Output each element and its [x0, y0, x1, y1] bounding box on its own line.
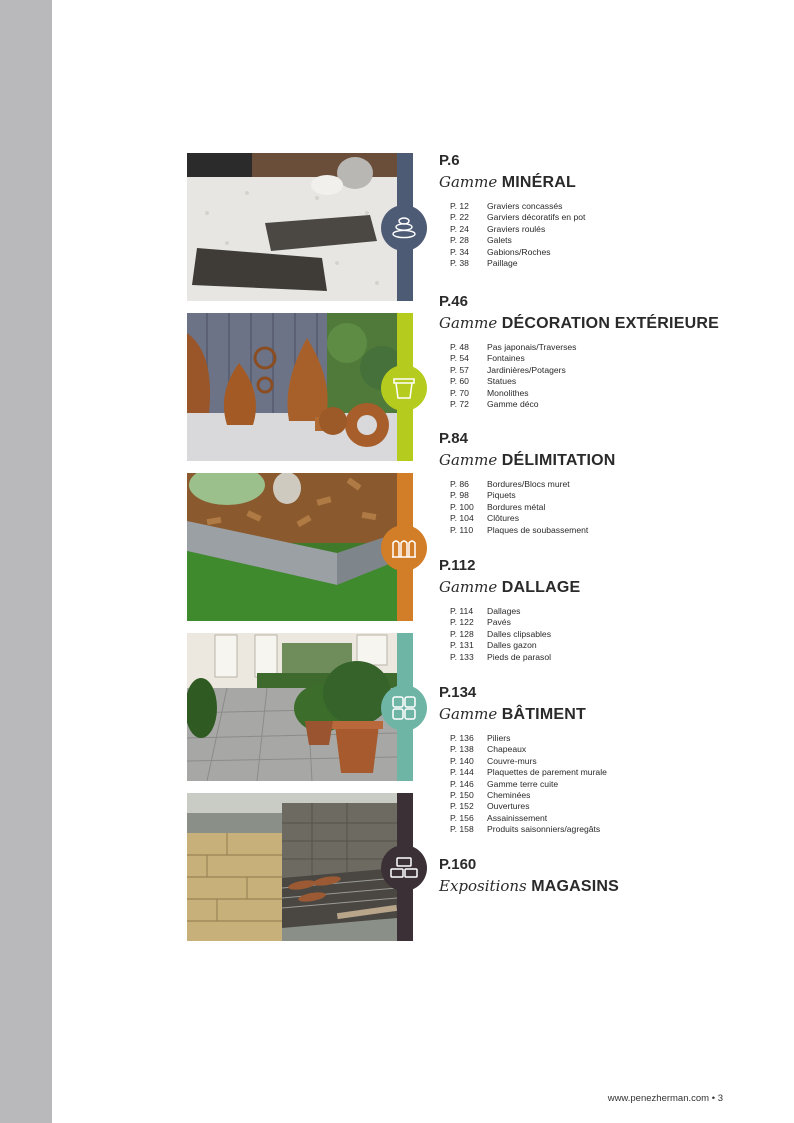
toc-item-page: P. 156 — [450, 812, 474, 823]
stacked-stones-icon — [389, 213, 419, 243]
section-items — [439, 201, 779, 269]
section-page-ref: P.6 — [439, 152, 460, 169]
flower-pot-icon — [389, 373, 419, 403]
building-blocks-icon — [389, 853, 419, 883]
section-mineral — [439, 152, 779, 269]
section-items — [439, 479, 779, 536]
toc-item-page: P. 136 — [450, 733, 474, 743]
toc-item-label: Gamme déco — [487, 398, 539, 409]
toc-item-page: P. 128 — [450, 628, 474, 639]
section-title — [439, 577, 779, 598]
toc-item-page: P. 122 — [450, 617, 474, 628]
section-dallage — [439, 557, 779, 663]
section-prefix: Gamme — [439, 451, 498, 469]
toc-item-page: P. 144 — [450, 767, 474, 778]
toc-item — [439, 353, 779, 364]
toc-item — [439, 652, 779, 663]
toc-item — [439, 212, 779, 223]
toc-item — [439, 342, 779, 353]
toc-item-label: Pieds de parasol — [487, 651, 552, 662]
toc-item — [439, 813, 779, 824]
toc-item-page: P. 28 — [450, 235, 469, 246]
toc-item-label: Plaquettes de parement murale — [487, 767, 607, 778]
section-prefix: Gamme — [439, 705, 498, 723]
section-title — [439, 313, 779, 334]
toc-item-label: Monolithes — [487, 387, 529, 398]
toc-item-label: Pavés — [487, 617, 511, 628]
section-items — [439, 342, 779, 410]
section-name: DÉLIMITATION — [501, 452, 616, 469]
page-edge-band — [0, 0, 52, 1123]
section-name: DALLAGE — [501, 579, 581, 596]
section-prefix: Expositions — [439, 877, 527, 895]
section-items — [439, 606, 779, 663]
section-name: BÂTIMENT — [501, 706, 586, 723]
toc-item-page: P. 140 — [450, 755, 474, 766]
section-title — [439, 450, 779, 471]
toc-item-label: Paillage — [487, 257, 518, 268]
section-prefix: Gamme — [439, 578, 498, 596]
toc-item-label: Couvre-murs — [487, 755, 537, 766]
toc-item-page: P. 146 — [450, 778, 474, 789]
toc-item-label: Statues — [487, 376, 517, 387]
toc-item-page: P. 98 — [450, 490, 469, 501]
toc-item-label: Piquets — [487, 490, 516, 501]
toc-item-page: P. 57 — [450, 364, 469, 375]
toc-item-page: P. 133 — [450, 651, 474, 662]
section-page-ref: P.112 — [439, 557, 476, 574]
toc-item — [439, 790, 779, 801]
section-prefix: Gamme — [439, 314, 498, 332]
toc-item — [439, 629, 779, 640]
section-title — [439, 876, 779, 897]
photo-dallage — [187, 633, 397, 781]
toc-item-label: Dalles clipsables — [487, 628, 552, 639]
toc-item-page: P. 131 — [450, 640, 474, 651]
toc-item-label: Graviers roulés — [487, 223, 546, 234]
mineral-icon-badge — [381, 205, 427, 251]
toc-item — [439, 490, 779, 501]
section-title — [439, 172, 779, 193]
footer-separator: • — [711, 1093, 716, 1104]
magasins-icon-badge — [381, 845, 427, 891]
section-magasins — [439, 856, 779, 897]
toc-item-page: P. 72 — [450, 398, 469, 409]
toc-item-label: Gamme terre cuite — [487, 778, 559, 789]
toc-item-page: P. 48 — [450, 342, 469, 352]
website-url[interactable]: www.penezherman.com — [607, 1093, 710, 1104]
photo-mineral — [187, 153, 397, 301]
toc-item — [439, 779, 779, 790]
toc-item — [439, 617, 779, 628]
toc-item-label: Produits saisonniers/agregâts — [487, 824, 601, 835]
toc-item-label: Fontaines — [487, 353, 525, 364]
toc-item-page: P. 114 — [450, 606, 474, 616]
toc-item-label: Dallages — [487, 606, 521, 616]
toc-item-page: P. 38 — [450, 257, 469, 268]
toc-item-label: Piliers — [487, 733, 511, 743]
page-number: 3 — [717, 1093, 723, 1104]
toc-item-label: Chapeaux — [487, 744, 527, 755]
toc-item-label: Galets — [487, 235, 512, 246]
toc-item-page: P. 110 — [450, 524, 474, 535]
toc-item — [439, 606, 779, 617]
toc-item-page: P. 70 — [450, 387, 469, 398]
toc-item — [439, 388, 779, 399]
toc-item — [439, 224, 779, 235]
toc-item-page: P. 158 — [450, 824, 474, 835]
toc-item-label: Assainissement — [487, 812, 548, 823]
section-delimitation — [439, 430, 779, 536]
toc-item-page: P. 150 — [450, 789, 474, 800]
toc-item — [439, 801, 779, 812]
toc-item — [439, 479, 779, 490]
section-name: MAGASINS — [531, 878, 620, 895]
page-footer — [608, 1093, 723, 1104]
toc-item-page: P. 12 — [450, 201, 469, 211]
toc-item-page: P. 60 — [450, 376, 469, 387]
toc-item-page: P. 152 — [450, 801, 474, 812]
toc-item-page: P. 54 — [450, 353, 469, 364]
toc-item-label: Ouvertures — [487, 801, 530, 812]
section-name: MINÉRAL — [501, 174, 576, 191]
section-prefix: Gamme — [439, 173, 498, 191]
toc-item — [439, 767, 779, 778]
section-items — [439, 733, 779, 836]
toc-item — [439, 640, 779, 651]
toc-item — [439, 399, 779, 410]
toc-item — [439, 824, 779, 835]
section-name: DÉCORATION EXTÉRIEURE — [501, 315, 719, 332]
section-page-ref: P.134 — [439, 684, 477, 701]
toc-item — [439, 247, 779, 258]
delimitation-icon-badge — [381, 525, 427, 571]
toc-item-label: Graviers concassés — [487, 201, 563, 211]
toc-item-page: P. 86 — [450, 479, 469, 489]
section-batiment — [439, 684, 779, 836]
toc-item-label: Bordures/Blocs muret — [487, 479, 570, 489]
toc-item-label: Clôtures — [487, 513, 519, 524]
dallage-icon-badge — [381, 685, 427, 731]
toc-item-page: P. 34 — [450, 246, 469, 257]
toc-item-label: Plaques de soubassement — [487, 524, 589, 535]
photo-magasins — [187, 793, 397, 941]
toc-item-label: Gabions/Roches — [487, 246, 551, 257]
section-page-ref: P.160 — [439, 856, 477, 873]
toc-item-label: Bordures métal — [487, 501, 546, 512]
section-title — [439, 704, 779, 725]
section-page-ref: P.46 — [439, 293, 468, 310]
toc-item — [439, 756, 779, 767]
toc-item-label: Pas japonais/Traverses — [487, 342, 577, 352]
toc-item-label: Dalles gazon — [487, 640, 537, 651]
toc-item — [439, 513, 779, 524]
toc-item — [439, 525, 779, 536]
toc-item-page: P. 138 — [450, 744, 474, 755]
toc-item-page: P. 104 — [450, 513, 474, 524]
toc-item — [439, 733, 779, 744]
toc-item — [439, 376, 779, 387]
toc-item-label: Garviers décoratifs en pot — [487, 212, 586, 223]
decoration-icon-badge — [381, 365, 427, 411]
paving-tiles-icon — [389, 693, 419, 723]
border-blocks-icon — [389, 533, 419, 563]
photo-delimitation — [187, 473, 397, 621]
toc-item — [439, 201, 779, 212]
section-page-ref: P.84 — [439, 430, 468, 447]
toc-item-page: P. 24 — [450, 223, 469, 234]
section-decoration — [439, 293, 779, 410]
toc-item — [439, 744, 779, 755]
toc-item — [439, 235, 779, 246]
toc-item-label: Jardinières/Potagers — [487, 364, 566, 375]
toc-item-page: P. 22 — [450, 212, 469, 223]
toc-item-label: Cheminées — [487, 789, 531, 800]
toc-item-page: P. 100 — [450, 501, 474, 512]
photo-decoration — [187, 313, 397, 461]
toc-item — [439, 502, 779, 513]
toc-item — [439, 258, 779, 269]
toc-item — [439, 365, 779, 376]
